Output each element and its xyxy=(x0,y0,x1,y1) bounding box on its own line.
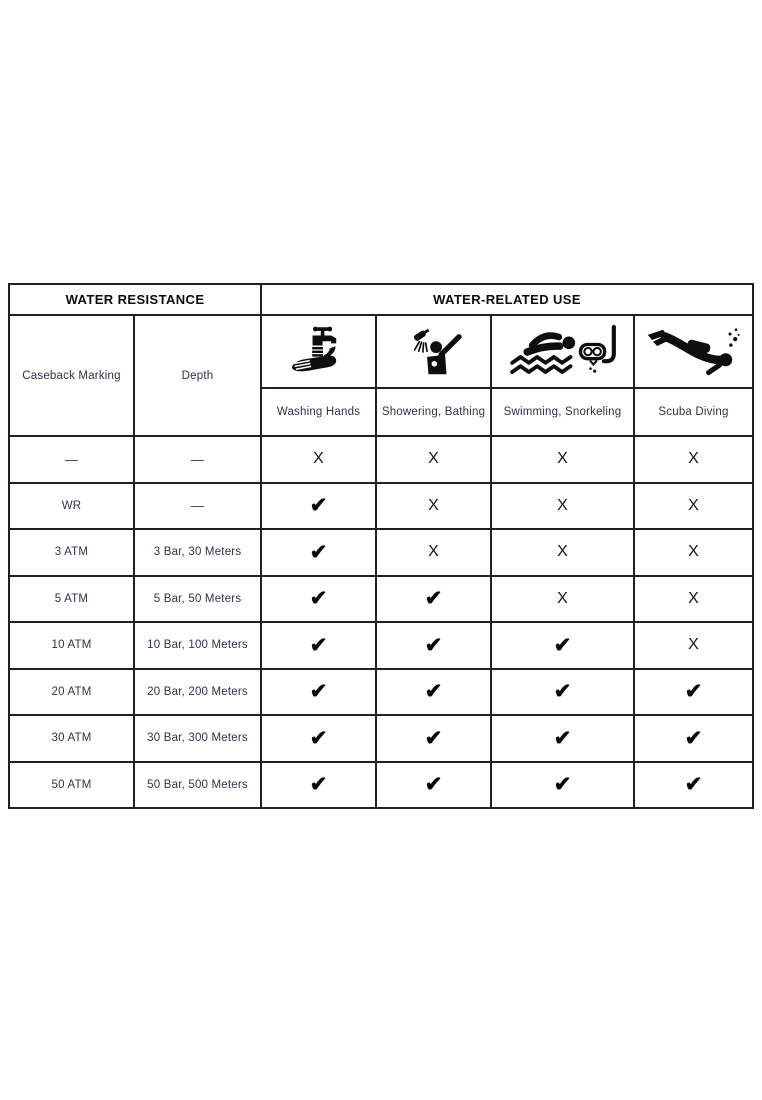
usage-cell: ✔ xyxy=(261,669,376,716)
water-related-use-header: WATER-RELATED USE xyxy=(261,284,753,315)
usage-cell: ✔ xyxy=(261,576,376,623)
swimming-snorkeling-icon-cell xyxy=(491,315,634,388)
caseback-marking-column-header: Caseback Marking xyxy=(9,315,134,436)
usage-cell: X xyxy=(634,483,753,530)
use-label-washing-hands: Washing Hands xyxy=(261,388,376,436)
table-row xyxy=(9,762,753,809)
usage-cell: X xyxy=(261,436,376,483)
usage-cell: X xyxy=(376,483,491,530)
marking-cell: 20 ATM xyxy=(9,669,134,716)
usage-cell: X xyxy=(376,529,491,576)
use-label-scuba-diving: Scuba Diving xyxy=(634,388,753,436)
usage-cell: ✔ xyxy=(634,715,753,762)
depth-cell: — xyxy=(134,436,261,483)
usage-cell: X xyxy=(634,576,753,623)
washing-hands-icon xyxy=(262,316,375,387)
usage-cell: ✔ xyxy=(261,762,376,809)
table-row xyxy=(9,436,753,483)
group-header-row xyxy=(9,284,753,315)
icon-header-row xyxy=(9,315,753,388)
usage-cell: ✔ xyxy=(634,762,753,809)
usage-cell: ✔ xyxy=(376,576,491,623)
depth-cell: 5 Bar, 50 Meters xyxy=(134,576,261,623)
usage-cell: X xyxy=(491,529,634,576)
marking-cell: — xyxy=(9,436,134,483)
marking-cell: 5 ATM xyxy=(9,576,134,623)
swimming-snorkeling-icon xyxy=(492,316,633,387)
showering-bathing-icon xyxy=(377,316,490,387)
showering-bathing-icon-cell xyxy=(376,315,491,388)
usage-cell: ✔ xyxy=(376,762,491,809)
usage-cell: ✔ xyxy=(261,715,376,762)
table-row xyxy=(9,576,753,623)
depth-cell: 30 Bar, 300 Meters xyxy=(134,715,261,762)
usage-cell: ✔ xyxy=(491,715,634,762)
usage-cell: X xyxy=(634,436,753,483)
usage-cell: X xyxy=(634,529,753,576)
scuba-diving-icon-cell xyxy=(634,315,753,388)
usage-cell: X xyxy=(491,436,634,483)
usage-cell: ✔ xyxy=(261,622,376,669)
table-row xyxy=(9,669,753,716)
usage-cell: ✔ xyxy=(634,669,753,716)
depth-cell: 50 Bar, 500 Meters xyxy=(134,762,261,809)
usage-cell: X xyxy=(376,436,491,483)
washing-hands-icon-cell xyxy=(261,315,376,388)
usage-cell: ✔ xyxy=(491,762,634,809)
marking-cell: 30 ATM xyxy=(9,715,134,762)
usage-cell: ✔ xyxy=(376,715,491,762)
use-label-showering-bathing: Showering, Bathing xyxy=(376,388,491,436)
depth-cell: 10 Bar, 100 Meters xyxy=(134,622,261,669)
usage-cell: ✔ xyxy=(376,622,491,669)
marking-cell: 3 ATM xyxy=(9,529,134,576)
table-row xyxy=(9,483,753,530)
use-label-swimming-snorkeling: Swimming, Snorkeling xyxy=(491,388,634,436)
water-resistance-table xyxy=(8,283,754,809)
water-resistance-header: WATER RESISTANCE xyxy=(9,284,261,315)
usage-cell: X xyxy=(491,483,634,530)
marking-cell: 10 ATM xyxy=(9,622,134,669)
scuba-diving-icon xyxy=(635,316,752,387)
usage-cell: ✔ xyxy=(261,529,376,576)
table-row xyxy=(9,715,753,762)
usage-cell: ✔ xyxy=(261,483,376,530)
table-row xyxy=(9,622,753,669)
usage-cell: ✔ xyxy=(376,669,491,716)
usage-cell: ✔ xyxy=(491,669,634,716)
usage-cell: X xyxy=(491,576,634,623)
usage-cell: ✔ xyxy=(491,622,634,669)
usage-cell: X xyxy=(634,622,753,669)
depth-cell: 20 Bar, 200 Meters xyxy=(134,669,261,716)
marking-cell: 50 ATM xyxy=(9,762,134,809)
depth-cell: 3 Bar, 30 Meters xyxy=(134,529,261,576)
depth-column-header: Depth xyxy=(134,315,261,436)
table-row xyxy=(9,529,753,576)
depth-cell: — xyxy=(134,483,261,530)
marking-cell: WR xyxy=(9,483,134,530)
